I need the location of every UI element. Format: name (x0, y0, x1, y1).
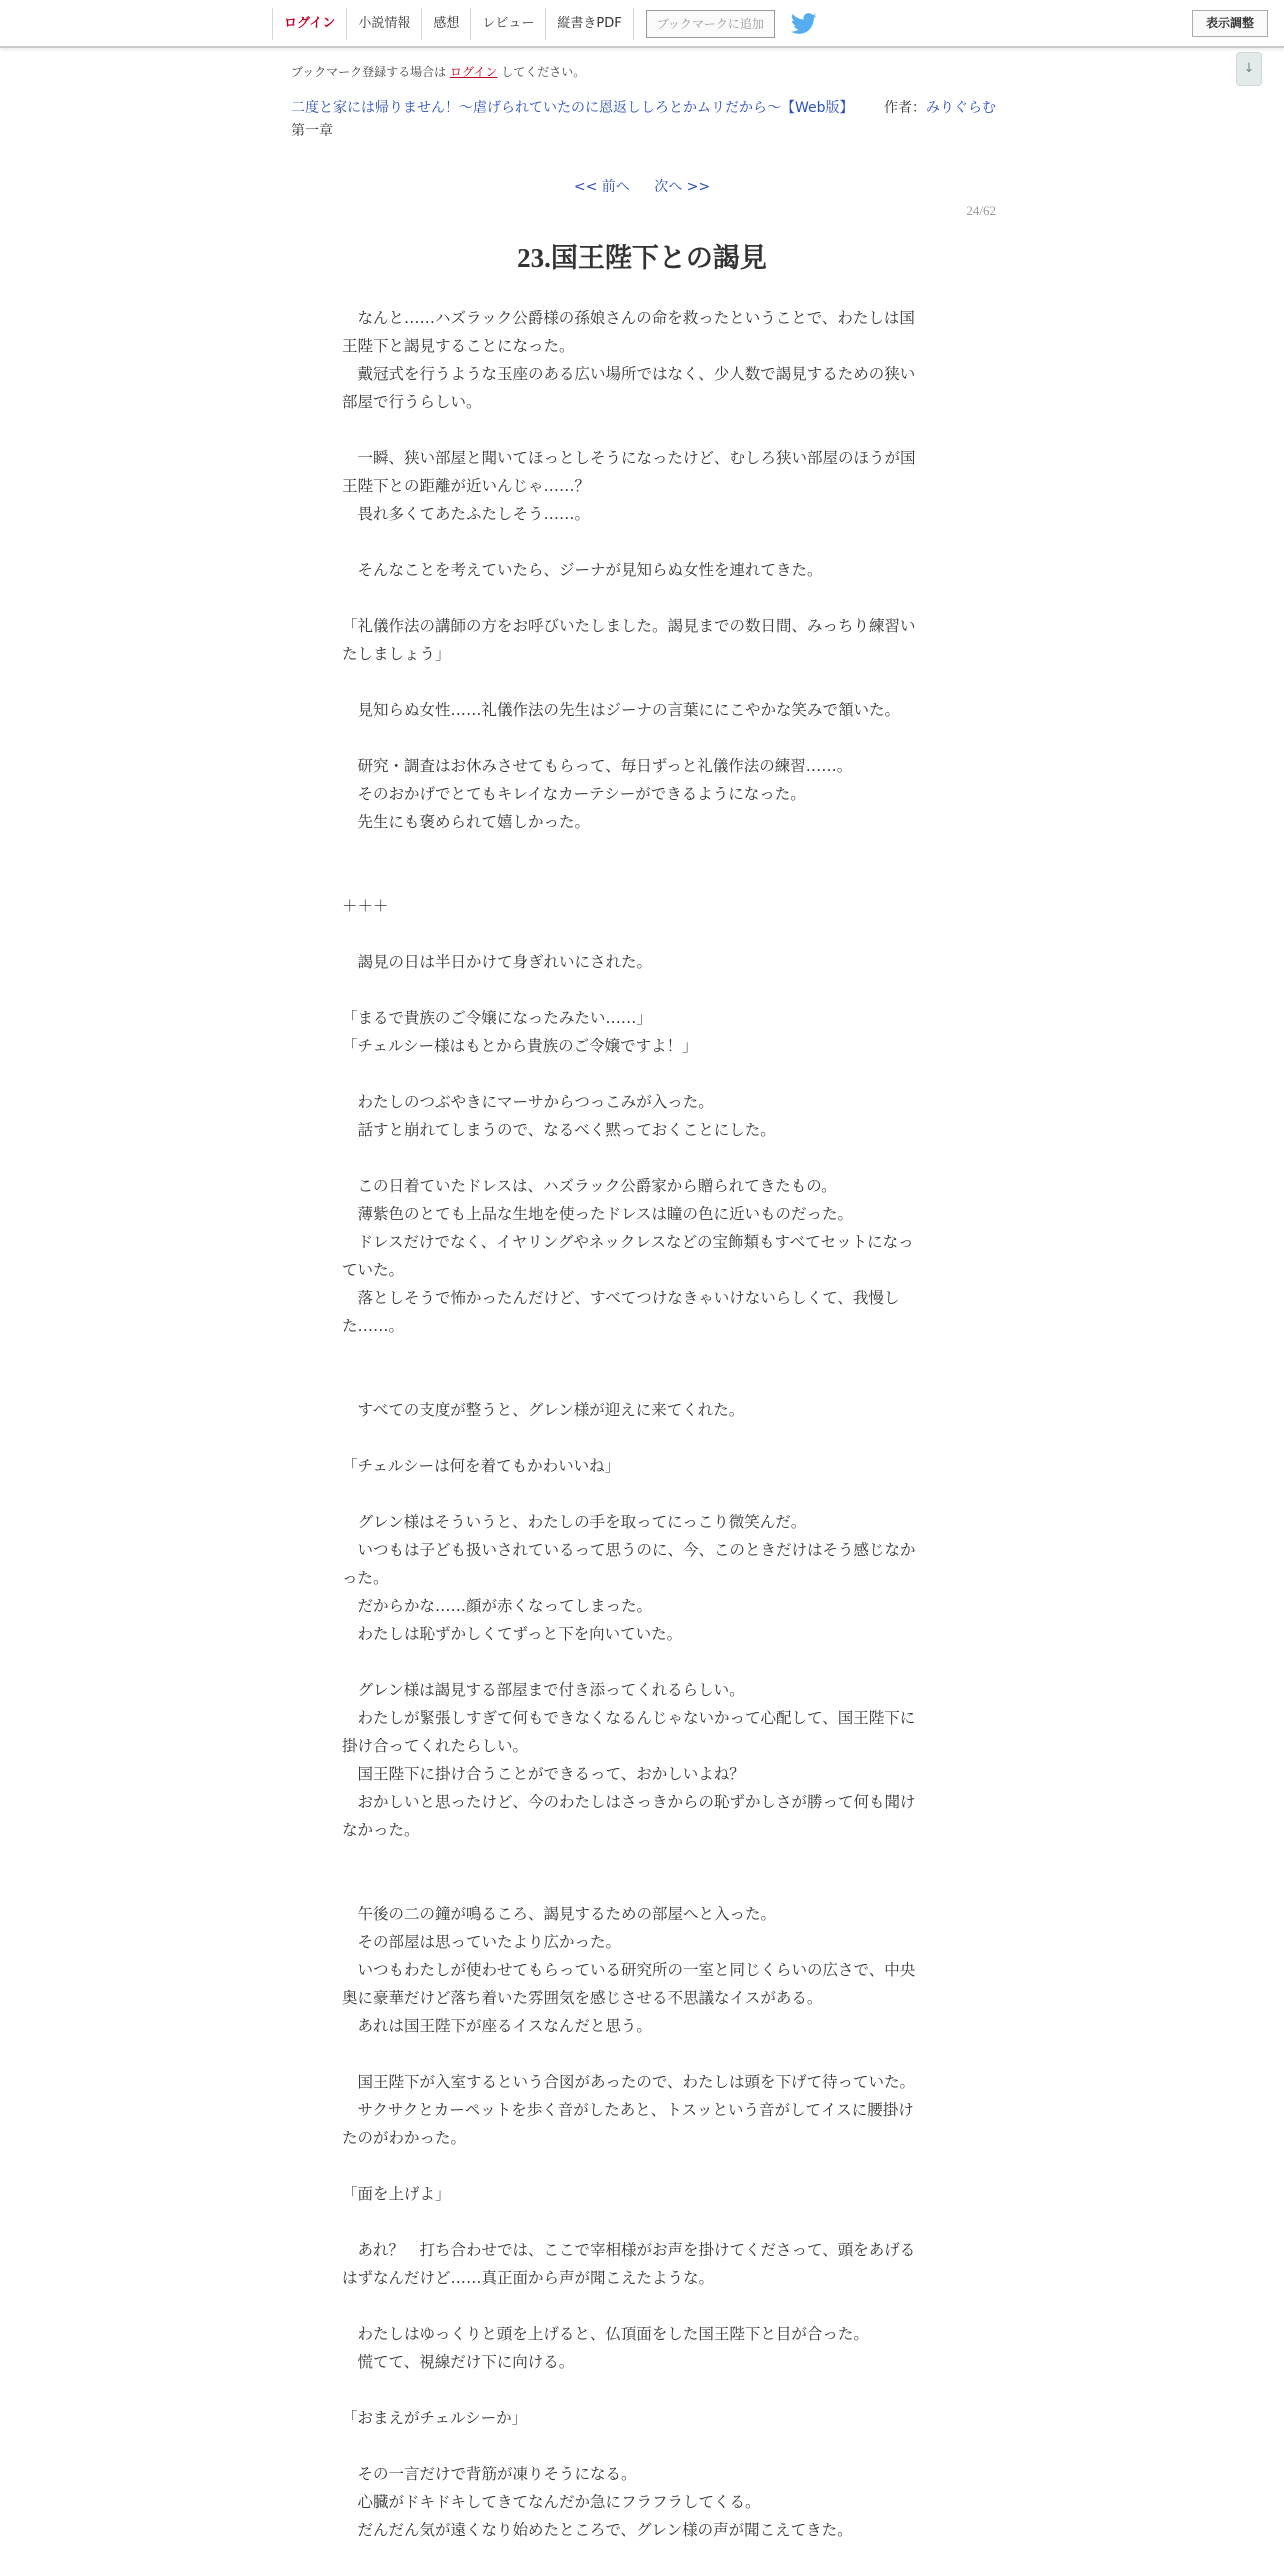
novel-line: わたしが緊張しすぎて何もできなくなるんじゃないかって心配して、国王陛下に (342, 1709, 916, 1727)
page-count: 24/62 (966, 203, 996, 218)
novel-line: いつもわたしが使わせてもらっている研究所の一室と同じくらいの広さで、中央 (342, 1961, 916, 1979)
novel-line: だからかな……顔が赤くなってしまった。 (342, 1597, 653, 1615)
novel-line: 謁見の日は半日かけて身ぎれいにされた。 (342, 953, 653, 971)
nav-novel-info[interactable]: 小説情報 (346, 8, 421, 40)
novel-line: その一言だけで背筋が凍りそうになる。 (342, 2465, 637, 2483)
novel-line (342, 1340, 940, 1368)
next-link[interactable]: 次へ >> (654, 179, 711, 195)
novel-line: そのおかげでとてもキレイなカーテシーができるようになった。 (342, 785, 806, 803)
twitter-icon[interactable] (791, 13, 817, 35)
novel-line: ドレスだけでなく、イヤリングやネックレスなどの宝飾類もすべてセットになっ (342, 1233, 914, 1251)
novel-line: 国王陛下に掛け合うことができるって、おかしいよね？ (342, 1765, 745, 1783)
novel-line (342, 1060, 940, 1088)
novel-line (342, 2432, 940, 2460)
nav-menu (272, 8, 817, 40)
novel-line: 「チェルシー様はもとから貴族のご令嬢ですよ！」 (342, 1037, 698, 1055)
novel-line: すべての支度が整うと、グレン様が迎えに来てくれた。 (342, 1401, 745, 1419)
novel-line: 「おまえがチェルシーか」 (342, 2409, 528, 2427)
novel-line (342, 836, 940, 864)
pager (0, 176, 1284, 196)
novel-line (342, 1368, 940, 1396)
novel-line: 「礼儀作法の講師の方をお呼びいたしました。謁見までの数日間、みっちり練習い (342, 617, 916, 635)
scroll-down-button[interactable]: ↓ (1236, 52, 1262, 86)
novel-line: なんと……ハズラック公爵様の孫娘さんの命を救ったということで、わたしは国 (342, 309, 915, 327)
novel-line: そんなことを考えていたら、ジーナが見知らぬ女性を連れてきた。 (342, 561, 823, 579)
episode-title: 23.国王陛下との謁見 (517, 243, 767, 273)
novel-line (342, 724, 940, 752)
login-note-suffix: してください。 (501, 65, 586, 79)
novel-line: った。 (342, 1569, 389, 1587)
author-link[interactable]: みりぐらむ (925, 100, 996, 116)
novel-line: この日着ていたドレスは、ハズラック公爵家から贈られてきたもの。 (342, 1177, 837, 1195)
top-navigation-bar (0, 0, 1284, 48)
novel-line: たのがわかった。 (342, 2129, 467, 2147)
novel-line: 午後の二の鐘が鳴るころ、謁見するための部屋へと入った。 (342, 1905, 777, 1923)
novel-line (342, 2208, 940, 2236)
novel-line (342, 416, 940, 444)
series-info (291, 97, 1011, 117)
novel-line: 国王陛下が入室するという合図があったので、わたしは頭を下げて待っていた。 (342, 2073, 916, 2091)
novel-line: 王陛下と謁見することになった。 (342, 337, 575, 355)
login-note (291, 63, 585, 80)
nav-login[interactable]: ログイン (272, 8, 346, 40)
add-bookmark-button[interactable]: ブックマークに追加 (646, 10, 775, 38)
novel-line: 奥に豪華だけど落ち着いた雰囲気を感じさせる不思議なイスがある。 (342, 1989, 823, 2007)
novel-line: 戴冠式を行うような玉座のある広い場所ではなく、少人数で謁見するための狭い (342, 365, 916, 383)
novel-line: ＋＋＋ (342, 897, 389, 915)
novel-line: 話すと崩れてしまうので、なるべく黙っておくことにした。 (342, 1121, 776, 1139)
nav-impressions[interactable]: 感想 (421, 8, 470, 40)
novel-line: いつもは子ども扱いされているって思うのに、今、このときだけはそう感じなか (342, 1541, 916, 1559)
novel-line (342, 1844, 940, 1872)
series-title-link[interactable]: 二度と家には帰りません！～虐げられていたのに恩返ししろとかムリだから～【Web版】 (291, 100, 854, 116)
novel-line: はずなんだけど……真正面から声が聞こえたような。 (342, 2269, 715, 2287)
novel-line: おかしいと思ったけど、今のわたしはさっきからの恥ずかしさが勝って何も聞け (342, 1793, 916, 1811)
novel-line: グレン様は謁見する部屋まで付き添ってくれるらしい。 (342, 1681, 745, 1699)
novel-line: た……。 (342, 1317, 405, 1335)
novel-line (342, 1424, 940, 1452)
novel-line: グレン様はそういうと、わたしの手を取ってにっこり微笑んだ。 (342, 1513, 807, 1531)
novel-line (342, 1480, 940, 1508)
novel-line: たしましょう」 (342, 645, 451, 663)
novel-line: サクサクとカーペットを歩く音がしたあと、トスッという音がしてイスに腰掛け (342, 2101, 914, 2119)
novel-body (342, 304, 940, 2544)
novel-line: 掛け合ってくれたらしい。 (342, 1737, 529, 1755)
novel-line (342, 864, 940, 892)
novel-line: 王陛下との距離が近いんじゃ……？ (342, 477, 591, 495)
novel-line (342, 1144, 940, 1172)
novel-line: 心臓がドキドキしてきてなんだか急にフラフラしてくる。 (342, 2493, 761, 2511)
display-settings-button[interactable]: 表示調整 (1192, 10, 1268, 37)
novel-line: あれ？ 打ち合わせでは、ここで宰相様がお声を掛けてくださって、頭をあげる (342, 2241, 916, 2259)
nav-review[interactable]: レビュー (470, 8, 545, 40)
novel-line (342, 1872, 940, 1900)
novel-line (342, 1648, 940, 1676)
novel-line: わたしのつぶやきにマーサからつっこみが入った。 (342, 1093, 714, 1111)
novel-line: 研究・調査はお休みさせてもらって、毎日ずっと礼儀作法の練習……。 (342, 757, 853, 775)
novel-line: 見知らぬ女性……礼儀作法の先生はジーナの言葉ににこやかな笑みで頷いた。 (342, 701, 901, 719)
novel-line (342, 584, 940, 612)
novel-line: 落としそうで怖かったんだけど、すべてつけなきゃいけないらしくて、我慢し (342, 1289, 900, 1307)
novel-line (342, 528, 940, 556)
novel-line: 畏れ多くてあたふたしそう……。 (342, 505, 591, 523)
novel-line (342, 976, 940, 1004)
author-label: 作者： (883, 100, 926, 116)
novel-line: 「チェルシーは何を着てもかわいいね」 (342, 1457, 621, 1475)
novel-line (342, 668, 940, 696)
novel-line: ていた。 (342, 1261, 405, 1279)
novel-line (342, 2292, 940, 2320)
novel-line: 先生にも褒められて嬉しかった。 (342, 813, 591, 831)
login-note-prefix: ブックマーク登録する場合は (291, 65, 447, 79)
novel-line (342, 2040, 940, 2068)
prev-link[interactable]: << 前へ (573, 179, 630, 195)
novel-line: 部屋で行うらしい。 (342, 393, 482, 411)
novel-line: 慌てて、視線だけ下に向ける。 (342, 2353, 575, 2371)
novel-line (342, 2376, 940, 2404)
novel-line (342, 920, 940, 948)
nav-vertical-pdf[interactable]: 縦書きPDF (545, 8, 633, 40)
chapter-title: 第一章 (291, 123, 333, 139)
novel-line: 薄紫色のとても上品な生地を使ったドレスは瞳の色に近いものだった。 (342, 1205, 854, 1223)
novel-line: なかった。 (342, 1821, 420, 1839)
novel-line: 一瞬、狭い部屋と聞いてほっとしそうになったけど、むしろ狭い部屋のほうが国 (342, 449, 916, 467)
novel-line: だんだん気が遠くなり始めたところで、グレン様の声が聞こえてきた。 (342, 2521, 853, 2539)
novel-line: わたしはゆっくりと頭を上げると、仏頂面をした国王陛下と目が合った。 (342, 2325, 869, 2343)
novel-line: その部屋は思っていたより広かった。 (342, 1933, 622, 1951)
novel-line: わたしは恥ずかしくてずっと下を向いていた。 (342, 1625, 683, 1643)
novel-line: あれは国王陛下が座るイスなんだと思う。 (342, 2017, 652, 2035)
novel-line (342, 2152, 940, 2180)
novel-line: 「面を上げよ」 (342, 2185, 451, 2203)
login-link[interactable]: ログイン (450, 65, 498, 79)
novel-line: 「まるで貴族のご令嬢になったみたい……」 (342, 1009, 652, 1027)
